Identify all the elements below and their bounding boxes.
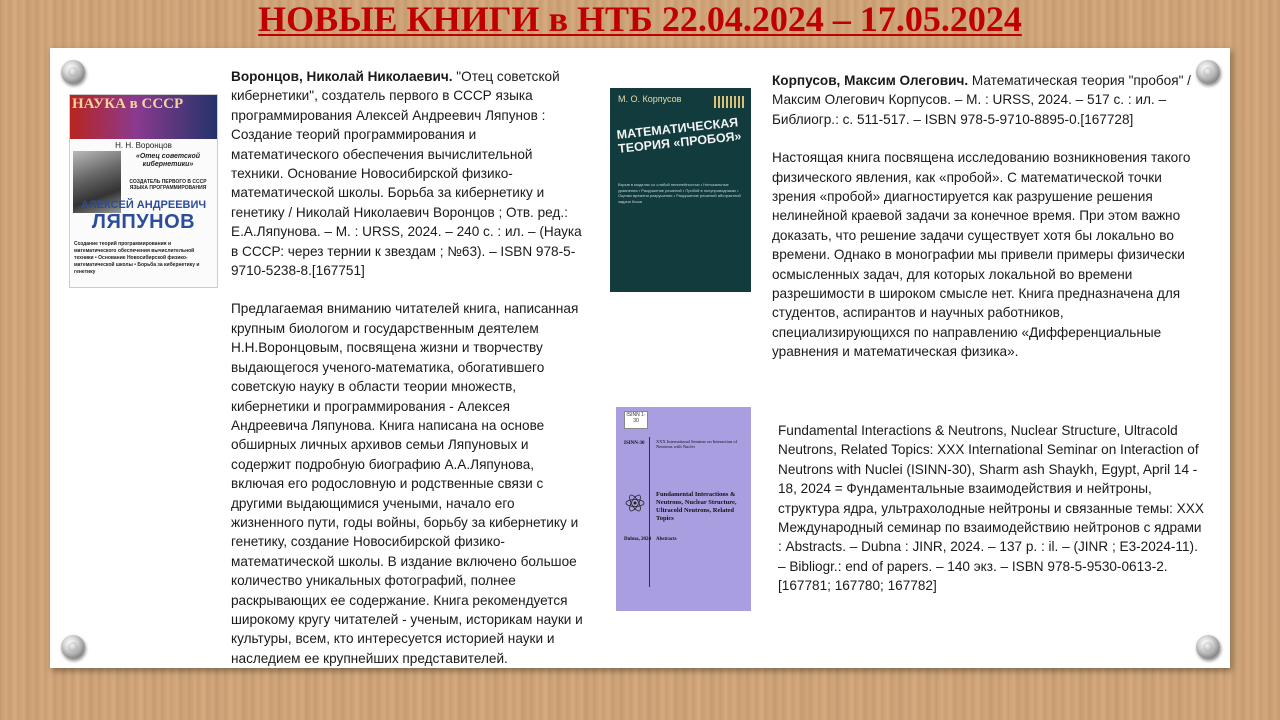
book1-author: Воронцов, Николай Николаевич.: [231, 69, 453, 84]
cover-name-line1: АЛЕКСЕЙ АНДРЕЕВИЧ: [80, 199, 207, 211]
cover-header: XXX International Seminar on Interaction of Neutrons with Nuclei: [656, 439, 738, 449]
cover-subtitle: «Отец советской кибернетики»: [135, 153, 201, 168]
cover-ornament: [714, 96, 744, 108]
pin-top-right-icon: [1196, 60, 1220, 84]
book1-annotation: Предлагаемая вниманию читателей книга, написанная крупным биологом и государственным деятелем Н.Н.Воронцовым, посвящена жизни и творчеству выдающегося ученого-математика, обогатившего советскую науку в области теории множеств, кибернетики и программирования - Алексея Андреевича Ляпунова. Книга написана на основе обширных личных архивов семьи Ляпуновых и содержит подробную биографию А.А.Ляпунова, включая его родословную и родственные связи с другими выдающимися учеными, начало его жизненного пути, годы войны, борьбу за кибернетику и генетику, создание Новосибирской физико-математической школы. В издание включено большое количество уникальных фотографий, полнее раскрывающих ее содержание. Книга рекомендуется широкому кругу читателей - ученым, историкам науки и культуры, всем, кто интересуется историей науки и наследием ее крупнейших представителей.: [231, 301, 583, 666]
cover-topics: Создание теорий программирования и математического обеспечения вычислительной техники • Основание Новосибирской физико-математической школы • Борьба за кибернетику и генетику: [74, 241, 200, 275]
book1-description: [231, 67, 583, 668]
book2-bibliography: [772, 71, 1192, 129]
cover-name-line2: ЛЯПУНОВ: [91, 211, 196, 233]
cover-series: ISINN-30: [624, 441, 645, 446]
cover-title: МАТЕМАТИЧЕСКАЯ ТЕОРИЯ «ПРОБОЯ»: [616, 115, 743, 156]
book-cover-isinn: [616, 407, 751, 611]
book1-bib-text: "Отец советской кибернетики", создатель первого в СССР языка программирования Алексей Андреевич Ляпунов : Создание теорий программирования и математического обеспечения вычислительной техники. Основание Новосибирской физико-математической школы. Борьба за кибернетику и генетику / Николай Николаевич Воронцов ; Отв. ред.: Е.А.Ляпунова. – М. : URSS, 2024. – 240 с. : ил. – (Наука в СССР: через тернии к звездам ; №63). – ISBN 978-5-9710-5238-8.[167751]: [231, 69, 582, 279]
book-cover-korpusov: [610, 88, 751, 292]
cover-abstracts: Abstracts: [656, 537, 677, 542]
cover-imprint: Dubna, 2024: [624, 537, 651, 542]
book2-description: [772, 71, 1192, 362]
cover-divider: [649, 437, 650, 587]
cover-author: М. О. Корпусов: [618, 94, 682, 104]
cover-subtitle-2: СОЗДАТЕЛЬ ПЕРВОГО В СССР ЯЗЫКА ПРОГРАММИРОВАНИЯ: [129, 179, 207, 191]
book1-bibliography: [231, 67, 583, 280]
cover-series: НАУКА в СССР: [72, 96, 184, 112]
pin-bottom-left-icon: [61, 635, 85, 659]
slide-title: НОВЫЕ КНИГИ в НТБ 22.04.2024 – 17.05.2024: [258, 0, 1022, 39]
book2-author: Корпусов, Максим Олегович.: [772, 73, 969, 88]
book3-bibliography: Fundamental Interactions & Neutrons, Nuclear Structure, Ultracold Neutrons, Related Topics: XXX International Seminar on Interaction of Neutrons with Nuclei (ISINN-30), Sharm ash Shaykh, Egypt, April 14 - 18, 2024 = Фундаментальные взаимодействия и нейтроны, структура ядра, ультрахолодные нейтроны и связанные темы: XXX Международный семинар по взаимодействию нейтронов с ядрами : Abstracts. – Dubna : JINR, 2024. – 137 p. : il. – (JINR ; E3-2024-11). – Bibliogr.: end of papers. – 140 экз. – ISBN 978-5-9530-0613-2.[167781; 167780; 167782]: [778, 423, 1204, 594]
book2-annotation: Настоящая книга посвящена исследованию возникновения такого физического явления, как «пробой». С математической точки зрения «пробой» диагностируется как разрушение решения нелинейной краевой задачи за конечное время. При этом важно доказать, что решение задачи существует хотя бы локально во времени. Однако в монографии мы привели примеры физически осмысленных задач, для которых локальной во времени разрешимости в широком смысле нет. Книга предназначена для студентов, аспирантов и научных работников, специализирующихся по направлению «Дифференциальные уравнения и математическая физика».: [772, 150, 1191, 360]
cover-author: Н. Н. Воронцов: [115, 141, 172, 150]
atom-logo-icon: [624, 493, 646, 513]
cover-library-sticker: ISINN 1-30: [624, 411, 648, 429]
book-cover-vorontsov: [69, 94, 218, 288]
pin-bottom-right-icon: [1196, 635, 1220, 659]
pin-top-left-icon: [61, 60, 85, 84]
cover-topics: Взрыв в моделях со слабой нелинейностью • Нелокальные уравнения • Разрушение решений • Пробой в полупроводниках • Оценки времени разрушения • Разрушение решений абстрактной задачи Коши: [618, 182, 741, 204]
book2-bib-text: Математическая теория "пробоя" / Максим Олегович Корпусов. – М. : URSS, 2024. – 517 с. : ил. – Библиогр.: с. 511-517. – ISBN 978-5-9710-8895-0.[167728]: [772, 73, 1191, 127]
cover-title: Fundamental Interactions & Neutrons, Nuclear Structure, Ultracold Neutrons, Related Topics: [656, 491, 737, 522]
book3-description: [778, 421, 1208, 596]
